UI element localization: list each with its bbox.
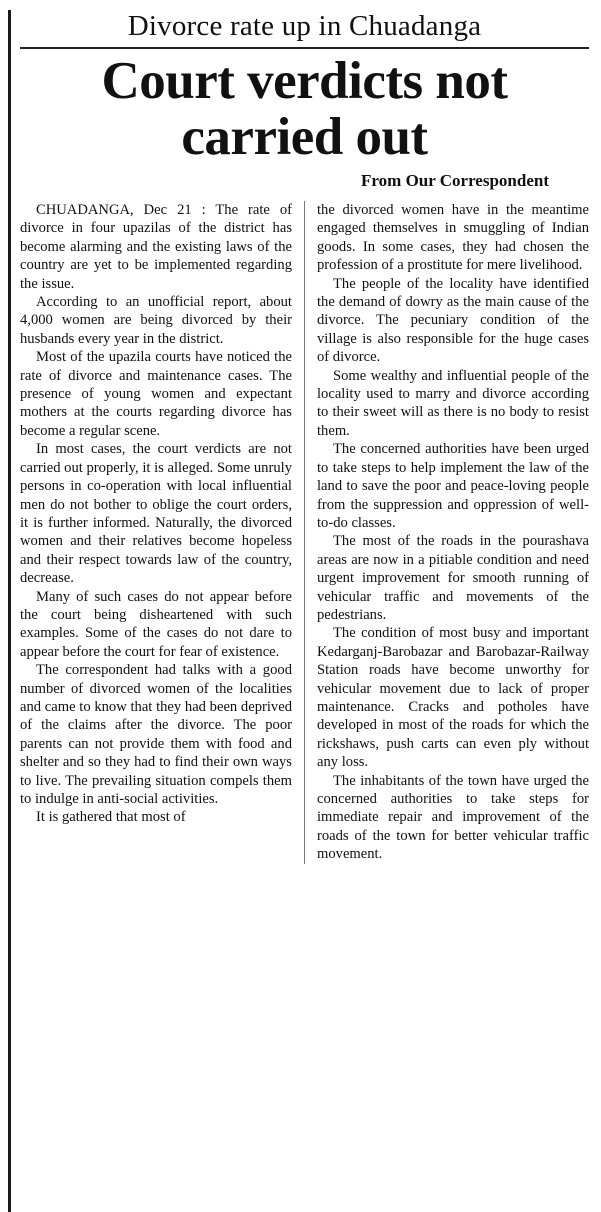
paragraph: The most of the roads in the pourashava areas are now in a pitiable condition and need urgent improvement for smooth running of vehicular traffic and movements of the pedestrians. (317, 533, 589, 623)
column-rule (8, 10, 11, 1212)
paragraph: Most of the upazila courts have noticed the rate of divorce and maintenance cases. The presence of young women and expectant mothers at the courts regarding divorce has become a regular scene. (20, 349, 292, 439)
paragraph: According to an unofficial report, about 4,000 women are being divorced by their husbands every year in the district. (20, 294, 292, 347)
kicker-headline: Divorce rate up in Chuadanga (20, 10, 589, 49)
paragraph: The people of the locality have identified the demand of dowry as the main cause of the divorce. The pecuniary condition of the village is also responsible for the huge cases of divorce. (317, 275, 589, 366)
article-body (20, 201, 589, 864)
column-right (317, 201, 589, 864)
paragraph: It is gathered that most of (36, 809, 186, 826)
main-headline: Court verdicts not carried out (101, 52, 508, 166)
paragraph: CHUADANGA, Dec 21 : The rate of divorce in four upazilas of the district has become alarming and the existing laws of the country are yet to be implemented regarding the issue. (20, 202, 292, 292)
newspaper-clipping (0, 10, 601, 1212)
paragraph: Some wealthy and influential people of the locality used to marry and divorce according to their sweet will as there is no body to resist them. (317, 367, 589, 439)
paragraph: the divorced women have in the meantime engaged themselves in smuggling of Indian goods. In some cases, they had chosen the profession of a prostitute for mere livelihood. (317, 202, 589, 274)
paragraph: The correspondent had talks with a good number of divorced women of the localities and came to know that they had been deprived of the claims after the divorce. The poor parents can not provide them with food and shelter and so they had to find their own ways to live. The prevailing situation compels them to indulge in anti-social activities. (20, 662, 292, 807)
paragraph: The condition of most busy and important Kedarganj-Barobazar and Barobazar-Railway Station roads have become unworthy for vehicular movement due to lack of proper maintenance. Cracks and potholes have developed in most of the roads for which the rickshaws, push carts can even ply without any loss. (317, 625, 589, 771)
paragraph: Many of such cases do not appear before the court being disheartened with such examples. Some of the cases do not dare to appear before the court for fear of existence. (20, 588, 292, 660)
column-divider (304, 201, 305, 864)
paragraph: In most cases, the court verdicts are not carried out properly, it is alleged. Some unruly persons in co-operation with local influential men do not bother to oblige the court orders, it is further informed. Naturally, the divorced women and their relatives become hopeless and their respect towards law of the country, decrease. (20, 441, 292, 587)
paragraph: The inhabitants of the town have urged the concerned authorities to take steps for immediate repair and improvement of the roads of the town for better vehicular traffic movement. (317, 772, 589, 863)
paragraph: The concerned authorities have been urged to take steps to help implement the law of the land to save the poor and peace-loving people from the suppression and oppression of well-to-do classes. (317, 441, 589, 531)
byline: From Our Correspondent (361, 171, 549, 190)
column-left (20, 201, 292, 864)
